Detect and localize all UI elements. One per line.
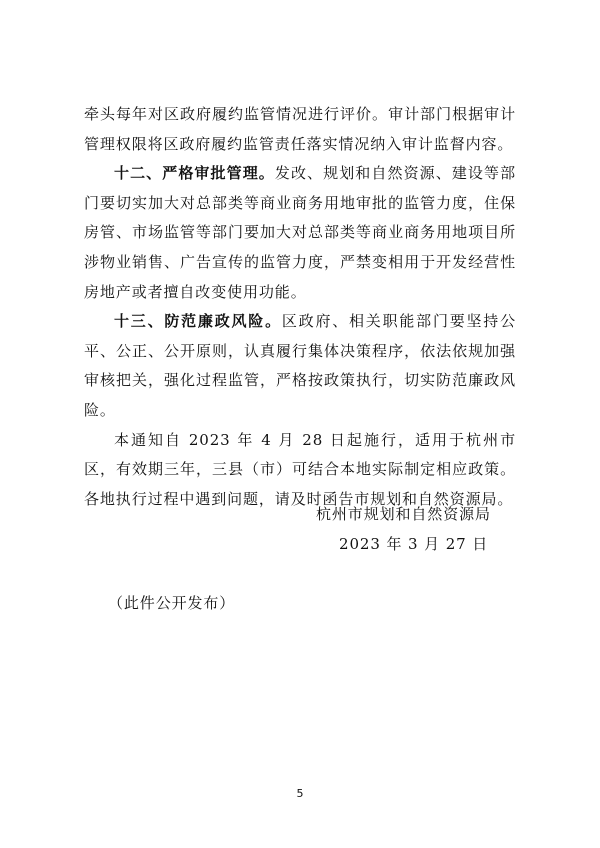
section-13-title: 十三、防范廉政风险。 (114, 312, 282, 331)
section-13-text: 区政府、相关职能部门要坚持公平、公正、公开原则，认真履行集体决策程序，依法依规加强审核把关，强化过程监管，严格按政策执行，切实防范廉政风险。 (84, 312, 516, 419)
continuation-paragraph: 牵头每年对区政府履约监管情况进行评价。审计部门根据审计管理权限将区政府履约监管责任落实情况纳入审计监督内容。 (84, 105, 516, 153)
document-body (84, 100, 516, 514)
public-release-note: （此件公开发布） (108, 594, 236, 612)
issue-date: 2023 年 3 月 27 日 (339, 535, 489, 553)
page-number: 5 (296, 787, 304, 800)
issuing-authority-signature: 杭州市规划和自然资源局 (316, 505, 491, 523)
section-12-paragraph (84, 159, 516, 307)
effective-date-paragraph: 本通知自 2023 年 4 月 28 日起施行，适用于杭州市区，有效期三年，三县（市）可结合本地实际制定相应政策。各地执行过程中遇到问题，请及时函告市规划和自然资源局。 (84, 430, 516, 508)
section-12-text: 发改、规划和自然资源、建设等部门要切实加大对总部类等商业商务用地审批的监管力度，住保房管、市场监管等部门要加大对总部类等商业商务用地项目所涉物业销售、广告宣传的监管力度，严禁变相用于开发经营性房地产或者擅自改变使用功能。 (84, 164, 516, 301)
section-13-paragraph (84, 307, 516, 425)
section-12-title: 十二、严格审批管理。 (114, 164, 275, 183)
